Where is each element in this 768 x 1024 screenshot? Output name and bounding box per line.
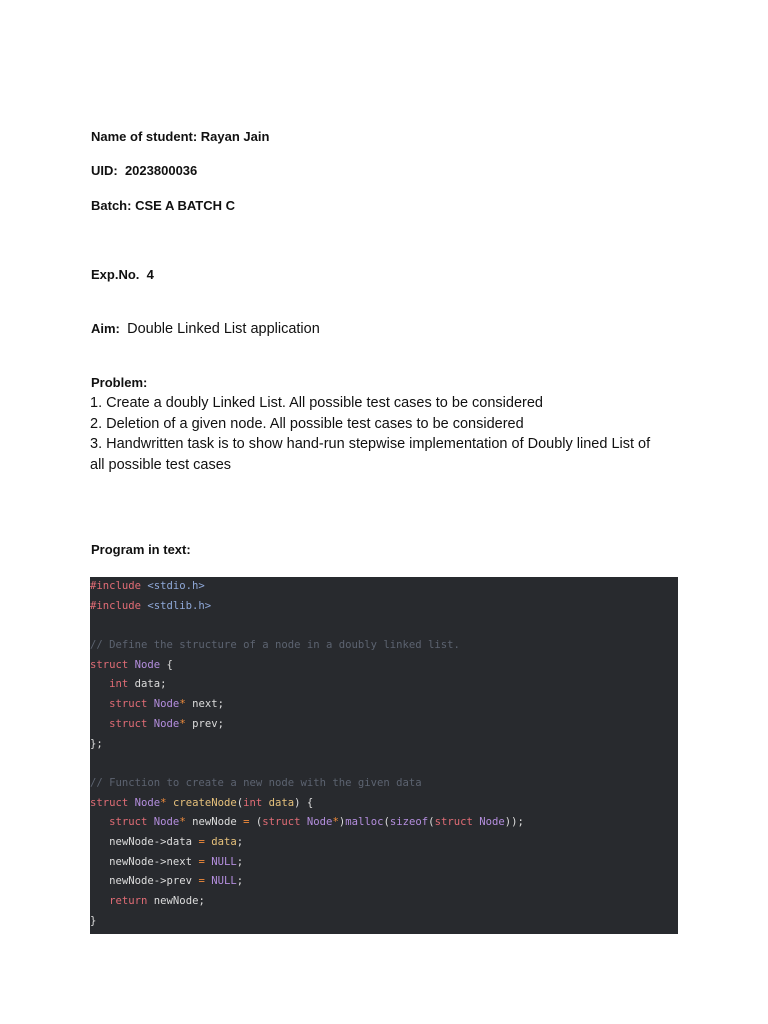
code-line: struct Node* newNode = (struct Node*)malloc(sizeof(struct Node)); [109, 816, 524, 829]
code-line [90, 754, 678, 774]
code-line: newNode->prev = NULL; [90, 875, 244, 888]
code-line: }; [90, 737, 103, 750]
problem-item: 1. Create a doubly Linked List. All possible test cases to be considered [90, 395, 543, 411]
student-name-label: Name of student: [91, 129, 198, 144]
exp-value: 4 [146, 267, 154, 282]
code-line: return newNode; [109, 895, 205, 907]
uid-label: UID: [91, 163, 118, 178]
code-line: newNode->next = NULL; [90, 855, 244, 868]
problem-label: Problem: [91, 375, 148, 390]
exp-label: Exp.No. [91, 267, 140, 282]
problem-item: 2. Deletion of a given node. All possible test cases to be considered [90, 415, 524, 432]
batch-label: Batch: [91, 198, 132, 213]
batch-value: CSE A BATCH C [135, 198, 235, 213]
code-line: // Define the structure of a node in a doubly linked list. [90, 639, 460, 652]
code-line: newNode->data = data; [90, 835, 244, 848]
code-line: struct Node* prev; [109, 717, 224, 730]
batch-line [91, 198, 235, 213]
code-line: } [90, 914, 97, 927]
code-line [90, 616, 678, 636]
student-name-line [91, 129, 269, 144]
aim-value: Double Linked List application [127, 321, 320, 337]
code-line: struct Node* createNode(int data) { [90, 796, 314, 809]
code-line: // Function to create a new node with the given data [90, 776, 422, 789]
code-line: struct Node* next; [109, 698, 224, 711]
code-line: #include <stdio.h> [90, 580, 205, 592]
code-line: #include <stdlib.h> [90, 599, 212, 612]
problem-item: all possible test cases [90, 456, 232, 473]
aim-line [91, 321, 320, 337]
aim-label: Aim: [91, 321, 120, 336]
program-label: Program in text: [91, 542, 191, 557]
uid-value: 2023800036 [124, 163, 198, 178]
uid-line [91, 163, 197, 178]
program-heading-line [91, 542, 191, 557]
problem-heading-line [91, 375, 147, 390]
code-line: int data; [109, 678, 167, 691]
student-name-value: Rayan Jain [200, 129, 270, 144]
problem-item: 3. Handwritten task is to show hand-run stepwise implementation of Doubly lined List of [90, 436, 651, 452]
code-line: struct Node { [90, 658, 173, 671]
problem-list [90, 393, 690, 475]
code-block [90, 577, 678, 934]
exp-line [91, 267, 154, 282]
